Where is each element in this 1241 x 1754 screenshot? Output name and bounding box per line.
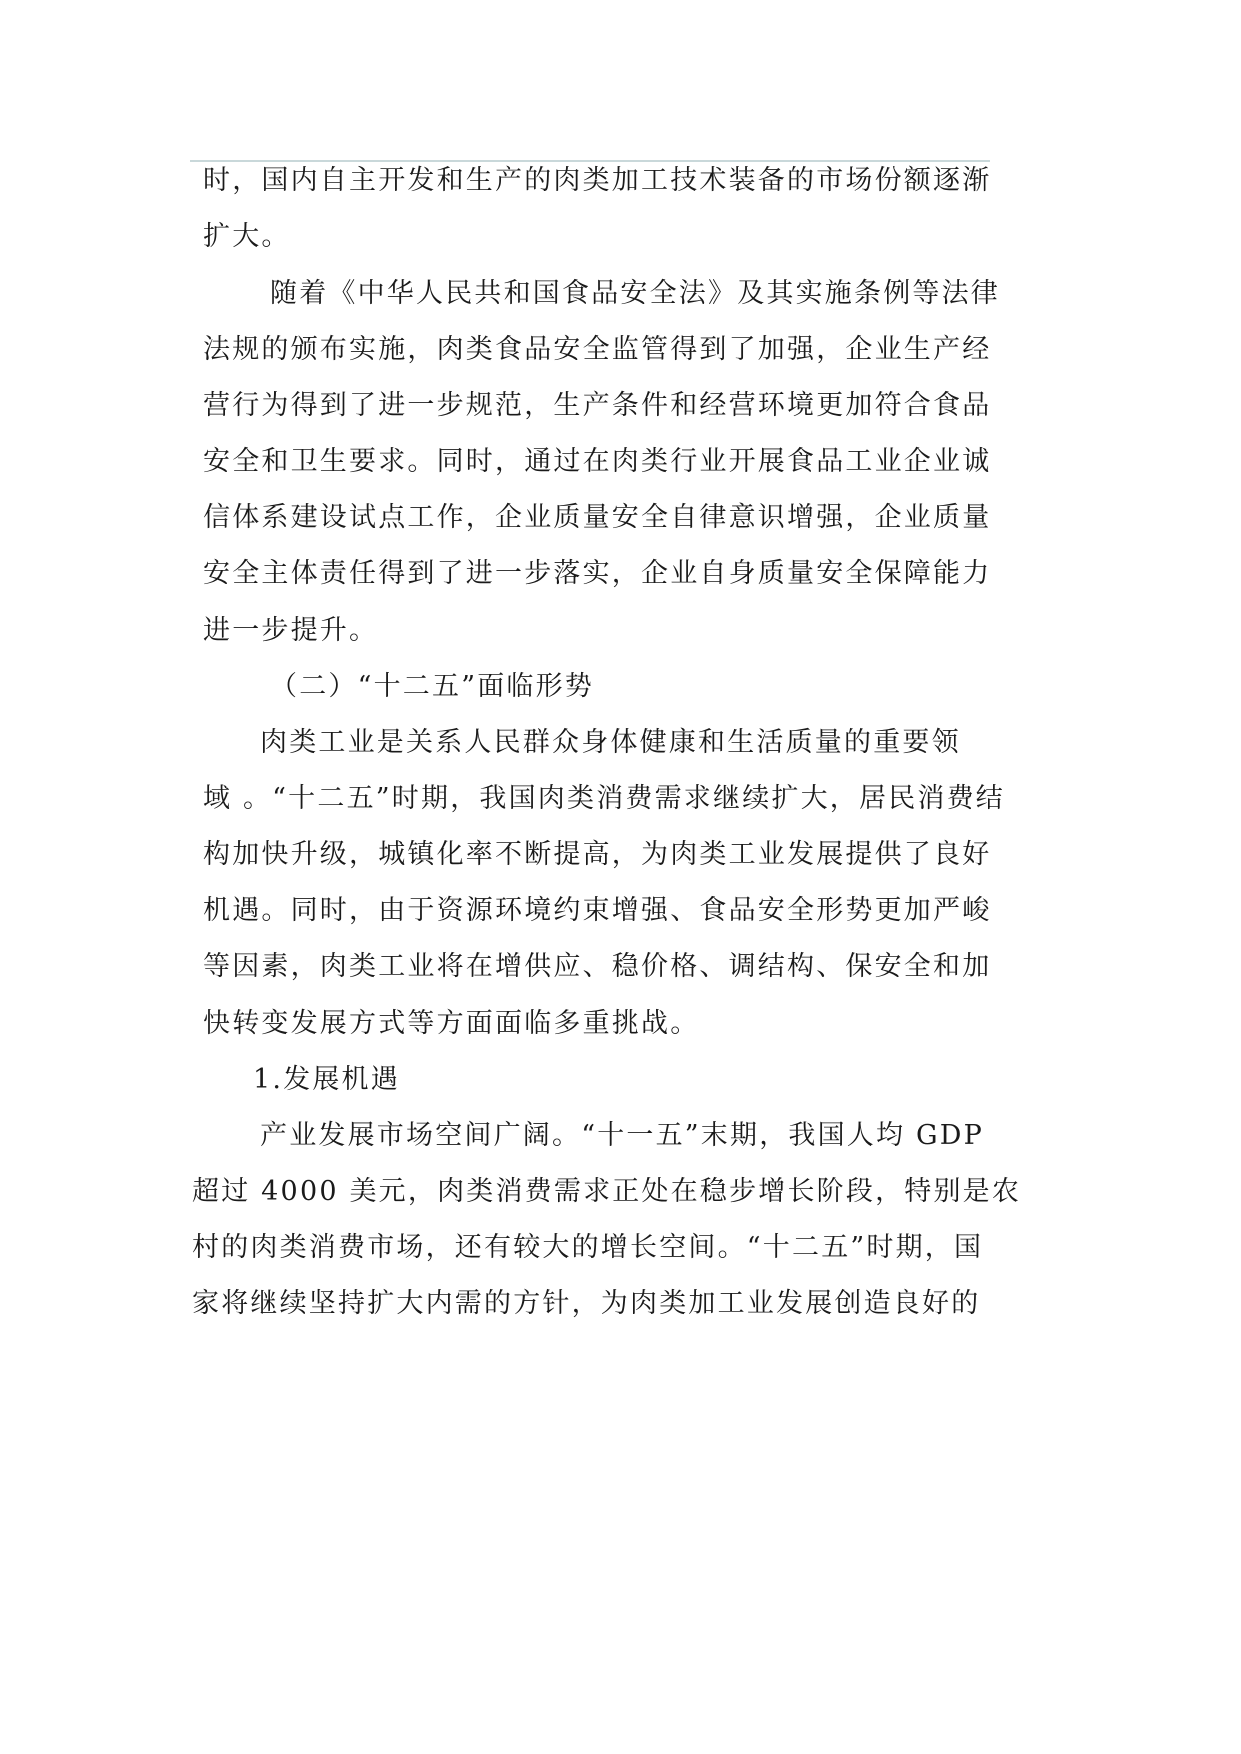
- paragraph-line: 家将继续坚持扩大内需的方针，为肉类加工业发展创造良好的: [192, 1288, 981, 1319]
- paragraph-line: 时，国内自主开发和生产的肉类加工技术装备的市场份额逐渐: [203, 165, 992, 196]
- paragraph-line: 肉类工业是关系人民群众身体健康和生活质量的重要领: [260, 727, 961, 758]
- subsection-heading: 1.发展机遇: [253, 1064, 400, 1095]
- paragraph-line: 随着《中华人民共和国食品安全法》及其实施条例等法律: [270, 278, 1000, 309]
- paragraph-line: 等因素，肉类工业将在增供应、稳价格、调结构、保安全和加: [203, 951, 992, 982]
- paragraph-line: 产业发展市场空间广阔。“十一五”末期，我国人均 GDP: [260, 1120, 984, 1151]
- paragraph-line: 机遇。同时，由于资源环境约束增强、食品安全形势更加严峻: [203, 895, 992, 926]
- paragraph-line: 村的肉类消费市场，还有较大的增长空间。“十二五”时期，国: [192, 1232, 984, 1263]
- paragraph-line: 扩大。: [203, 221, 291, 252]
- paragraph-line: 进一步提升。: [203, 615, 379, 646]
- paragraph-line: 法规的颁布实施，肉类食品安全监管得到了加强，企业生产经: [203, 334, 992, 365]
- paragraph-line: 构加快升级，城镇化率不断提高，为肉类工业发展提供了良好: [203, 839, 992, 870]
- paragraph-line: 安全主体责任得到了进一步落实，企业自身质量安全保障能力: [203, 558, 992, 589]
- paragraph-line: 信体系建设试点工作，企业质量安全自律意识增强，企业质量: [203, 502, 992, 533]
- paragraph-line: 域 。“十二五”时期，我国肉类消费需求继续扩大，居民消费结: [203, 783, 1005, 814]
- section-heading: （二）“十二五”面临形势: [270, 671, 595, 702]
- paragraph-line: 快转变发展方式等方面面临多重挑战。: [203, 1008, 700, 1039]
- paragraph-line: 超过 4000 美元，肉类消费需求正处在稳步增长阶段，特别是农: [192, 1176, 1022, 1207]
- paragraph-line: 安全和卫生要求。同时，通过在肉类行业开展食品工业企业诚: [203, 446, 992, 477]
- paragraph-line: 营行为得到了进一步规范，生产条件和经营环境更加符合食品: [203, 390, 992, 421]
